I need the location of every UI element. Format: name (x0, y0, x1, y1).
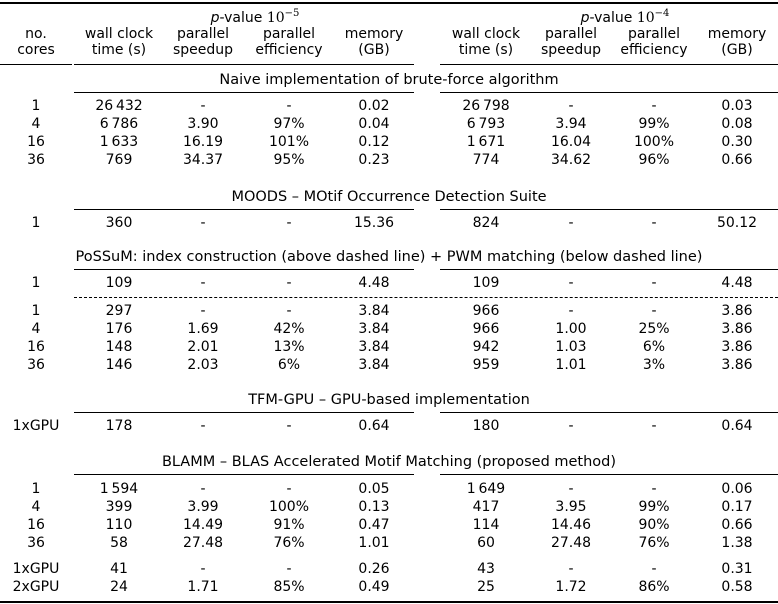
value-cell: - (651, 98, 657, 114)
cores-cell: 1 (31, 481, 41, 497)
table-row (0, 275, 778, 291)
value-cell: 1 649 (466, 481, 506, 497)
header-line: memory (707, 26, 767, 42)
header-line: parallel (544, 26, 598, 42)
value-cell: 1 671 (466, 134, 506, 150)
table-top-rule (0, 2, 778, 4)
header-line: memory (344, 26, 404, 42)
value-cell: 3.86 (721, 321, 753, 337)
value-cell: 146 (105, 357, 133, 373)
value-cell: 34.37 (182, 152, 224, 168)
value-cell: 95% (273, 152, 305, 168)
value-cell: - (651, 215, 657, 231)
value-cell: 41 (110, 561, 128, 577)
value-cell: - (200, 561, 206, 577)
value-cell: - (651, 275, 657, 291)
value-cell: 14.49 (182, 517, 224, 533)
section-rule-group-1 (74, 474, 414, 475)
value-cell: 27.48 (182, 535, 224, 551)
cores-cell: 1 (31, 275, 41, 291)
value-cell: 1.72 (555, 579, 587, 595)
value-cell: 100% (633, 134, 675, 150)
value-cell: 85% (273, 579, 305, 595)
pvalue-label: -value (589, 10, 637, 26)
table-row (0, 116, 778, 132)
table-row (0, 134, 778, 150)
value-cell: 4.48 (721, 275, 753, 291)
cores-cell: 16 (27, 134, 45, 150)
table-row (0, 303, 778, 319)
value-cell: 769 (105, 152, 133, 168)
value-cell: 959 (472, 357, 500, 373)
cores-cell: 2xGPU (12, 579, 60, 595)
value-cell: 0.30 (721, 134, 753, 150)
header-line: parallel (262, 26, 316, 42)
value-cell: 110 (105, 517, 133, 533)
value-cell: 417 (472, 499, 500, 515)
pvalue-exponent: −5 (284, 8, 300, 19)
header-line: parallel (176, 26, 230, 42)
value-cell: - (200, 275, 206, 291)
value-cell: 0.58 (721, 579, 753, 595)
value-cell: 2.03 (187, 357, 219, 373)
value-cell: 99% (638, 499, 670, 515)
value-cell: - (568, 98, 574, 114)
value-cell: - (286, 481, 292, 497)
header-memory-1 (345, 26, 404, 58)
value-cell: - (286, 98, 292, 114)
value-cell: - (568, 275, 574, 291)
header-wall-clock-2 (452, 26, 520, 58)
value-cell: 399 (105, 499, 133, 515)
table-bottom-rule (0, 601, 778, 603)
header-line: speedup (540, 42, 602, 58)
value-cell: 0.08 (721, 116, 753, 132)
section-title: TFM-GPU – GPU-based implementation (248, 392, 530, 408)
header-line: time (s) (458, 42, 514, 58)
value-cell: 109 (472, 275, 500, 291)
cores-cell: 36 (27, 535, 45, 551)
value-cell: 0.64 (721, 418, 753, 434)
value-cell: 2.01 (187, 339, 219, 355)
value-cell: 86% (638, 579, 670, 595)
header-line: wall clock (84, 26, 154, 42)
header-efficiency-1 (255, 26, 322, 58)
value-cell: - (651, 561, 657, 577)
pvalue-group-header-1 (211, 6, 300, 26)
value-cell: 26 798 (462, 98, 510, 114)
value-cell: 0.26 (358, 561, 390, 577)
section-rule-group-1 (74, 209, 414, 210)
value-cell: 0.04 (358, 116, 390, 132)
value-cell: - (651, 481, 657, 497)
value-cell: 100% (268, 499, 310, 515)
value-cell: 6 793 (466, 116, 506, 132)
header-line: wall clock (451, 26, 521, 42)
value-cell: 360 (105, 215, 133, 231)
value-cell: - (568, 481, 574, 497)
header-line: (GB) (721, 42, 753, 58)
section-rule-group-1 (74, 269, 414, 270)
table-row (0, 321, 778, 337)
header-efficiency-2 (620, 26, 687, 58)
section-title: BLAMM – BLAS Accelerated Motif Matching (proposed method) (161, 454, 617, 470)
cores-cell: 4 (31, 116, 41, 132)
value-cell: - (568, 561, 574, 577)
value-cell: 0.17 (721, 499, 753, 515)
header-group-rule-2 (440, 64, 778, 65)
value-cell: 25 (477, 579, 495, 595)
cores-cell: 16 (27, 339, 45, 355)
value-cell: 15.36 (353, 215, 395, 231)
value-cell: 966 (472, 321, 500, 337)
value-cell: 1.01 (555, 357, 587, 373)
value-cell: 97% (273, 116, 305, 132)
value-cell: 99% (638, 116, 670, 132)
value-cell: 1.71 (187, 579, 219, 595)
value-cell: 42% (273, 321, 305, 337)
value-cell: 3.84 (358, 339, 390, 355)
cores-cell: 36 (27, 357, 45, 373)
table-row (0, 152, 778, 168)
value-cell: - (200, 98, 206, 114)
table-row (0, 535, 778, 551)
value-cell: - (200, 418, 206, 434)
header-line: efficiency (255, 42, 323, 58)
value-cell: 13% (273, 339, 305, 355)
value-cell: - (651, 303, 657, 319)
value-cell: 109 (105, 275, 133, 291)
value-cell: - (568, 303, 574, 319)
header-cores (17, 26, 55, 58)
value-cell: 0.13 (358, 499, 390, 515)
table-row (0, 561, 778, 577)
header-wall-clock-1 (85, 26, 153, 58)
value-cell: 3.86 (721, 357, 753, 373)
value-cell: - (286, 418, 292, 434)
value-cell: 148 (105, 339, 133, 355)
value-cell: - (568, 418, 574, 434)
pvalue-label: -value (219, 10, 267, 26)
value-cell: 24 (110, 579, 128, 595)
value-cell: 76% (273, 535, 305, 551)
value-cell: 966 (472, 303, 500, 319)
value-cell: 16.04 (550, 134, 592, 150)
value-cell: 60 (477, 535, 495, 551)
header-group-rule-1 (74, 64, 414, 65)
value-cell: 297 (105, 303, 133, 319)
section-rule-group-2 (440, 92, 778, 93)
dashed-separator (74, 297, 778, 298)
value-cell: 27.48 (550, 535, 592, 551)
header-line: parallel (627, 26, 681, 42)
table-row (0, 579, 778, 595)
value-cell: 0.66 (721, 152, 753, 168)
value-cell: - (286, 303, 292, 319)
value-cell: 91% (273, 517, 305, 533)
value-cell: 180 (472, 418, 500, 434)
value-cell: - (200, 215, 206, 231)
value-cell: 3.95 (555, 499, 587, 515)
cores-cell: 1xGPU (12, 418, 60, 434)
value-cell: 6% (642, 339, 666, 355)
value-cell: 34.62 (550, 152, 592, 168)
header-line: (GB) (358, 42, 390, 58)
value-cell: 26 432 (95, 98, 143, 114)
pvalue-symbol: p (210, 10, 220, 26)
value-cell: 824 (472, 215, 500, 231)
value-cell: 0.03 (721, 98, 753, 114)
value-cell: 3.94 (555, 116, 587, 132)
value-cell: 0.49 (358, 579, 390, 595)
header-line: cores (17, 42, 55, 58)
value-cell: 1 633 (99, 134, 139, 150)
section-title: PoSSuM: index construction (above dashed line) + PWM matching (below dashed line) (75, 249, 703, 265)
cores-cell: 1 (31, 303, 41, 319)
table-row (0, 215, 778, 231)
value-cell: 101% (268, 134, 310, 150)
value-cell: 774 (472, 152, 500, 168)
value-cell: 176 (105, 321, 133, 337)
value-cell: 1.00 (555, 321, 587, 337)
header-rule-cores (0, 64, 72, 65)
value-cell: 3.84 (358, 321, 390, 337)
value-cell: 90% (638, 517, 670, 533)
value-cell: 6% (277, 357, 301, 373)
section-title: MOODS – MOtif Occurrence Detection Suite (231, 189, 547, 205)
value-cell: - (286, 561, 292, 577)
cores-cell: 1 (31, 98, 41, 114)
value-cell: 3.86 (721, 339, 753, 355)
value-cell: 0.47 (358, 517, 390, 533)
cores-cell: 4 (31, 499, 41, 515)
pvalue-base: 10 (266, 10, 285, 26)
value-cell: 16.19 (182, 134, 224, 150)
value-cell: 0.06 (721, 481, 753, 497)
value-cell: 4.48 (358, 275, 390, 291)
value-cell: 3.84 (358, 303, 390, 319)
cores-cell: 36 (27, 152, 45, 168)
value-cell: 1.03 (555, 339, 587, 355)
value-cell: 25% (638, 321, 670, 337)
value-cell: 50.12 (716, 215, 758, 231)
section-rule-group-2 (440, 209, 778, 210)
value-cell: - (568, 215, 574, 231)
value-cell: 0.12 (358, 134, 390, 150)
value-cell: - (200, 303, 206, 319)
value-cell: 0.02 (358, 98, 390, 114)
value-cell: 6 786 (99, 116, 139, 132)
table-row (0, 481, 778, 497)
value-cell: 58 (110, 535, 128, 551)
header-line: efficiency (620, 42, 688, 58)
table-row (0, 499, 778, 515)
cores-cell: 16 (27, 517, 45, 533)
value-cell: - (286, 275, 292, 291)
value-cell: 1 594 (99, 481, 139, 497)
value-cell: 1.38 (721, 535, 753, 551)
table-row (0, 357, 778, 373)
section-rule-group-2 (440, 474, 778, 475)
section-rule-group-1 (74, 412, 414, 413)
header-line: time (s) (91, 42, 147, 58)
table-row (0, 98, 778, 114)
cores-cell: 1xGPU (12, 561, 60, 577)
value-cell: 43 (477, 561, 495, 577)
section-rule-group-2 (440, 269, 778, 270)
value-cell: 0.31 (721, 561, 753, 577)
cores-cell: 4 (31, 321, 41, 337)
header-speedup-1 (173, 26, 233, 58)
value-cell: 0.64 (358, 418, 390, 434)
header-line: no. (25, 26, 47, 42)
value-cell: 3.86 (721, 303, 753, 319)
cores-cell: 1 (31, 215, 41, 231)
value-cell: 3.90 (187, 116, 219, 132)
value-cell: 96% (638, 152, 670, 168)
section-title: Naive implementation of brute-force algorithm (219, 72, 559, 88)
value-cell: - (651, 418, 657, 434)
value-cell: 1.69 (187, 321, 219, 337)
pvalue-group-header-2 (581, 6, 670, 26)
value-cell: 0.66 (721, 517, 753, 533)
value-cell: 14.46 (550, 517, 592, 533)
table-row (0, 418, 778, 434)
section-rule-group-2 (440, 412, 778, 413)
value-cell: 0.23 (358, 152, 390, 168)
header-memory-2 (708, 26, 767, 58)
table-row (0, 339, 778, 355)
value-cell: 942 (472, 339, 500, 355)
pvalue-symbol: p (580, 10, 590, 26)
pvalue-exponent: −4 (654, 8, 670, 19)
value-cell: 178 (105, 418, 133, 434)
value-cell: 0.05 (358, 481, 390, 497)
pvalue-base: 10 (636, 10, 655, 26)
header-line: speedup (172, 42, 234, 58)
header-speedup-2 (541, 26, 601, 58)
value-cell: 1.01 (358, 535, 390, 551)
value-cell: 3% (642, 357, 666, 373)
table-row (0, 517, 778, 533)
value-cell: 76% (638, 535, 670, 551)
value-cell: 3.84 (358, 357, 390, 373)
value-cell: 3.99 (187, 499, 219, 515)
value-cell: 114 (472, 517, 500, 533)
value-cell: - (286, 215, 292, 231)
value-cell: - (200, 481, 206, 497)
section-rule-group-1 (74, 92, 414, 93)
